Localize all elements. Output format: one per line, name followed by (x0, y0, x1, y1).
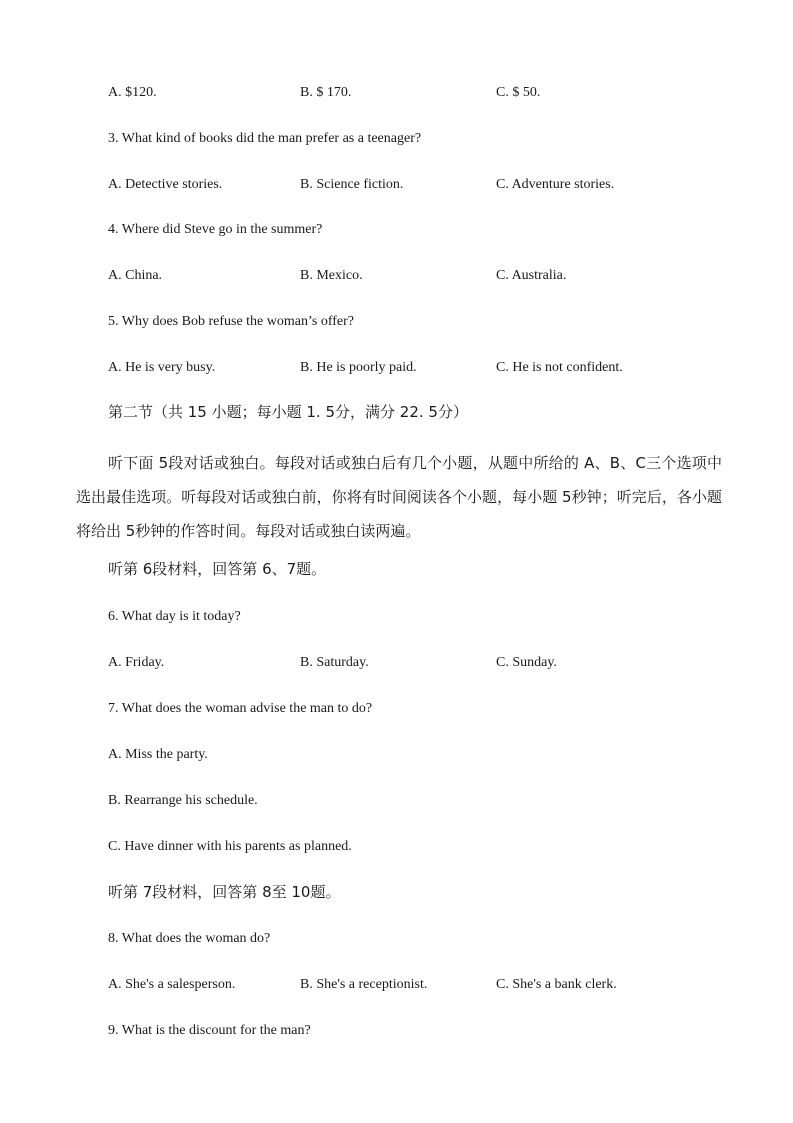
q6-option-b: B. Saturday. (300, 655, 369, 670)
q3-option-a: A. Detective stories. (108, 177, 223, 192)
q3-question: 3. What kind of books did the man prefer as a teenager? (108, 131, 422, 146)
q7-question: 7. What does the woman advise the man to do? (108, 701, 373, 716)
q7-option-c: C. Have dinner with his parents as planned. (108, 839, 352, 854)
q2-option-c: C. $ 50. (496, 85, 541, 100)
q4-option-a: A. China. (108, 268, 163, 283)
q6-question: 6. What day is it today? (108, 609, 241, 624)
q5-option-a: A. He is very busy. (108, 360, 216, 375)
q3-option-b: B. Science fiction. (300, 177, 404, 192)
section-instructions: 听下面 5段对话或独白。每段对话或独白后有几个小题，从题中所给的 A、B、C三个选项中选出最佳选项。听每段对话或独白前，你将有时间阅读各个小题，每小题 5秒钟；听完后，各小题将给出 5秒钟的作答时间。每段对话或独白读两遍。 (76, 454, 722, 540)
material-7-intro: 听第 7段材料，回答第 8至 10题。 (108, 883, 341, 901)
q5-option-b: B. He is poorly paid. (300, 360, 417, 375)
q8-option-b: B. She's a receptionist. (300, 977, 428, 992)
q2-option-a: A. $120. (108, 85, 157, 100)
q6-option-c: C. Sunday. (496, 655, 557, 670)
q5-question: 5. Why does Bob refuse the woman’s offer? (108, 314, 354, 329)
q4-question: 4. Where did Steve go in the summer? (108, 222, 323, 237)
q4-option-c: C. Australia. (496, 268, 567, 283)
q3-option-c: C. Adventure stories. (496, 177, 615, 192)
q9-question: 9. What is the discount for the man? (108, 1023, 311, 1038)
q6-option-a: A. Friday. (108, 655, 165, 670)
section-heading: 第二节（共 15 小题；每小题 1. 5分，满分 22. 5分） (108, 403, 468, 421)
q8-option-c: C. She's a bank clerk. (496, 977, 617, 992)
q8-option-a: A. She's a salesperson. (108, 977, 236, 992)
q7-option-b: B. Rearrange his schedule. (108, 793, 258, 808)
material-6-intro: 听第 6段材料，回答第 6、7题。 (108, 560, 327, 578)
q4-option-b: B. Mexico. (300, 268, 363, 283)
q2-option-b: B. $ 170. (300, 85, 352, 100)
q8-question: 8. What does the woman do? (108, 931, 271, 946)
q7-option-a: A. Miss the party. (108, 747, 208, 762)
q5-option-c: C. He is not confident. (496, 360, 623, 375)
